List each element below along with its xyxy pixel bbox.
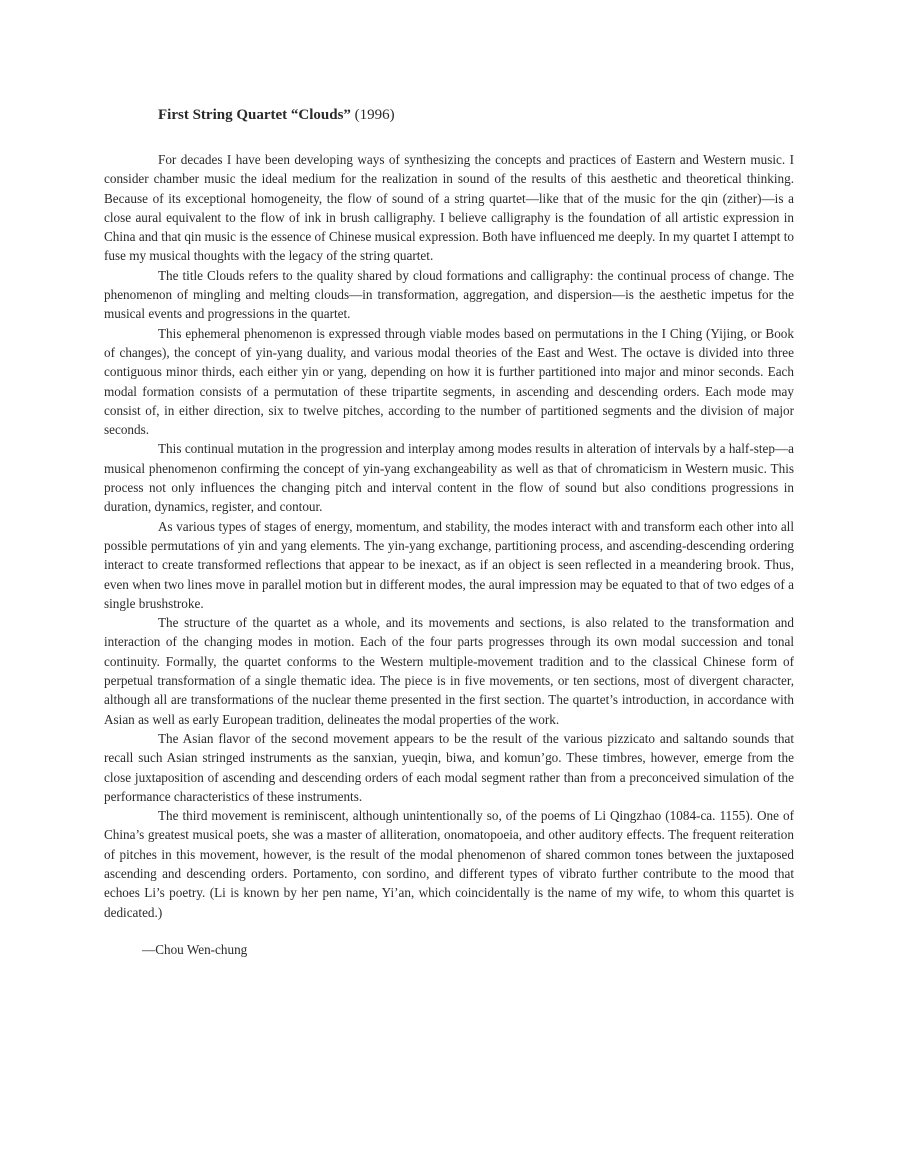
author-signature: —Chou Wen-chung [142,941,248,957]
document-title [158,104,794,126]
paragraph: The title Clouds refers to the quality shared by cloud formations and calligraphy: the continual process of change. The phenomenon of mingling and melting clouds—in transformation, aggregation, and dispersion—is the aesthetic impetus for the musical events and progressions in the quartet. [104,267,794,322]
paragraph: For decades I have been developing ways of synthesizing the concepts and practices of Eastern and Western music. I consider chamber music the ideal medium for the realization in sound of the results of this aesthetic and theoretical thinking. Because of its exceptional homogeneity, the flow of sound of a string quartet—like that of the music for the qin (zither)—is a close aural equivalent to the flow of ink in brush calligraphy. I believe calligraphy is the foundation of all artistic expression in China and that qin music is the essence of Chinese musical expression. Both have influenced me deeply. In my quartet I attempt to fuse my musical thoughts with the legacy of the string quartet. [104,152,794,264]
paragraph: As various types of stages of energy, momentum, and stability, the modes interact with and transform each other into all possible permutations of yin and yang elements. The yin-yang exchange, partitioning process, and ascending-descending ordering interact to create transformed reflections that appear to be inexact, as if an object is seen reflected in a meandering brook. Thus, even when two lines move in parallel motion but in different modes, the aural impression may be equated to that of two edges of a single brushstroke. [104,518,794,611]
paragraph: The Asian flavor of the second movement appears to be the result of the various pizzicato and saltando sounds that recall such Asian stringed instruments as the sanxian, yueqin, biwa, and komun’go. These timbres, however, emerge from the close juxtaposition of ascending and descending orders of each modal segment rather than from a preconceived simulation of the performance characteristics of these instruments. [104,730,794,804]
title-year: (1996) [354,107,395,123]
document-page [104,104,794,959]
paragraph: The structure of the quartet as a whole, and its movements and sections, is also related to the transformation and interaction of the changing modes in motion. Each of the four parts progresses through its own modal succession and tonal continuity. Formally, the quartet conforms to the Western multiple-movement tradition and to the classical Chinese form of perpetual transformation of a single thematic idea. The piece is in five movements, or ten sections, most of divergent character, although all are transformations of the nuclear theme presented in the first section. The quartet’s introduction, in accordance with Asian as well as early European tradition, delineates the modal properties of the work. [104,615,794,727]
paragraph: This ephemeral phenomenon is expressed through viable modes based on permutations in the I Ching (Yijing, or Book of changes), the concept of yin-yang duality, and various modal theories of the East and West. The octave is divided into three contiguous minor thirds, each either yin or yang, depending on how it is further partitioned into major and minor seconds. Each modal formation consists of a permutation of these tripartite segments, in ascending and descending orders. Each mode may consist of, in either direction, six to twelve pitches, according to the number of partitioned segments and the division of major seconds. [104,325,794,438]
document-body [104,150,794,922]
title-text: First String Quartet “Clouds” [158,107,351,123]
paragraph: This continual mutation in the progression and interplay among modes results in alteration of intervals by a half-step—a musical phenomenon confirming the concept of yin-yang exchangeability as well as that of chromaticism in Western music. This process not only influences the changing pitch and interval content in the flow of sound but also conditions progressions in duration, dynamics, register, and contour. [104,441,794,515]
paragraph: The third movement is reminiscent, although unintentionally so, of the poems of Li Qingzhao (1084-ca. 1155). One of China’s greatest musical poets, she was a master of alliteration, onomatopoeia, and other auditory effects. The frequent reiteration of pitches in this movement, however, is the result of the modal phenomenon of shared common tones between the juxtaposed ascending and descending orders. Portamento, con sordino, and different types of vibrato further contribute to the mood that echoes Li’s poetry. (Li is known by her pen name, Yi’an, which coincidentally is the name of my wife, to whom this quartet is dedicated.) [104,808,794,920]
